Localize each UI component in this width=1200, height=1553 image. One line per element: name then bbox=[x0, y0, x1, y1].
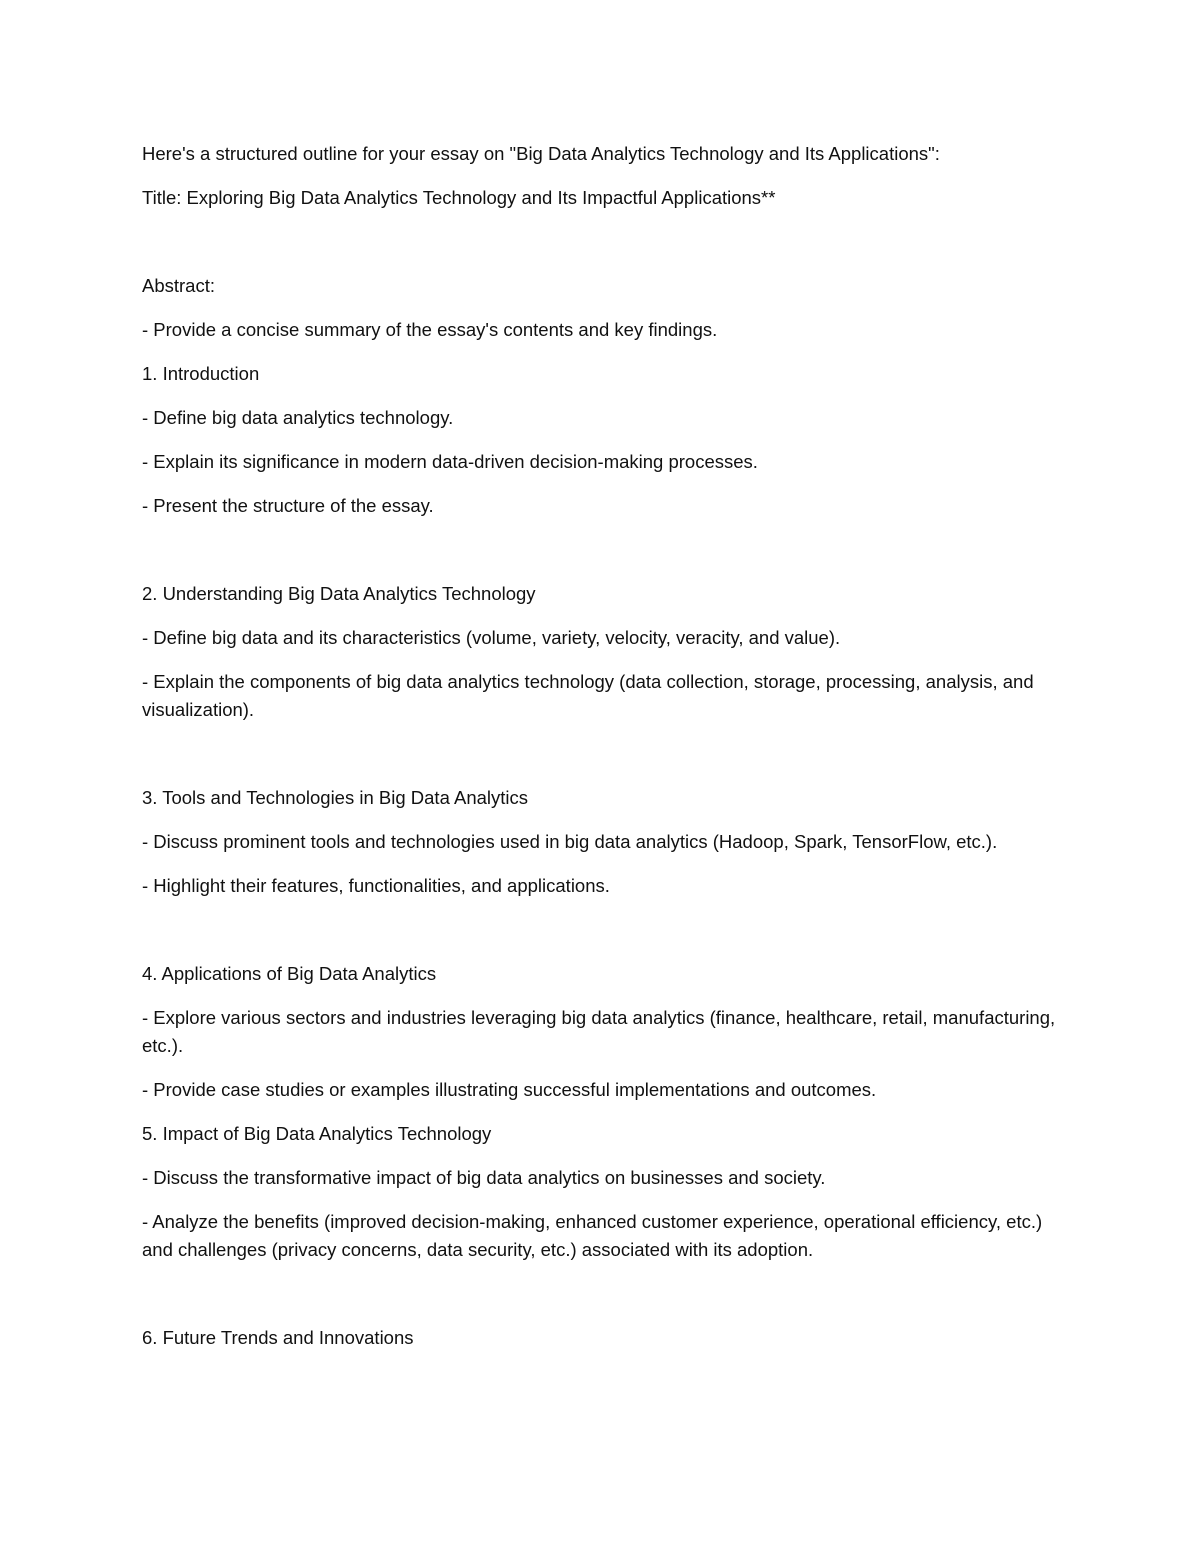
spacer bbox=[142, 1280, 1072, 1324]
section-heading-tools: 3. Tools and Technologies in Big Data Analytics bbox=[142, 787, 529, 808]
section-item: - Explain the components of big data analytics technology (data collection, storage, processing, analysis, and visualization). bbox=[142, 671, 1034, 720]
intro-line: Here's a structured outline for your essay on "Big Data Analytics Technology and Its Applications": bbox=[142, 143, 940, 164]
section-item: - Provide case studies or examples illustrating successful implementations and outcomes. bbox=[142, 1079, 877, 1100]
section-item: - Define big data and its characteristics (volume, variety, velocity, veracity, and value). bbox=[142, 627, 841, 648]
spacer bbox=[142, 916, 1072, 960]
section-heading-applications: 4. Applications of Big Data Analytics bbox=[142, 963, 437, 984]
section-heading-understanding: 2. Understanding Big Data Analytics Technology bbox=[142, 583, 536, 604]
spacer bbox=[142, 536, 1072, 580]
document-body bbox=[142, 140, 1072, 1368]
section-item: - Discuss prominent tools and technologies used in big data analytics (Hadoop, Spark, TensorFlow, etc.). bbox=[142, 831, 998, 852]
section-item: - Discuss the transformative impact of big data analytics on businesses and society. bbox=[142, 1167, 826, 1188]
abstract-heading: Abstract: bbox=[142, 275, 215, 296]
section-heading-future: 6. Future Trends and Innovations bbox=[142, 1327, 414, 1348]
section-heading-introduction: 1. Introduction bbox=[142, 363, 260, 384]
section-item: - Present the structure of the essay. bbox=[142, 495, 434, 516]
section-item: - Highlight their features, functionalities, and applications. bbox=[142, 875, 610, 896]
spacer bbox=[142, 228, 1072, 272]
section-item: - Analyze the benefits (improved decision-making, enhanced customer experience, operational efficiency, etc.) and challenges (privacy concerns, data security, etc.) associated with its adoption. bbox=[142, 1211, 1043, 1260]
abstract-item: - Provide a concise summary of the essay's contents and key findings. bbox=[142, 319, 718, 340]
spacer bbox=[142, 740, 1072, 784]
document-title: Title: Exploring Big Data Analytics Technology and Its Impactful Applications** bbox=[142, 187, 776, 208]
section-item: - Define big data analytics technology. bbox=[142, 407, 454, 428]
section-heading-impact: 5. Impact of Big Data Analytics Technology bbox=[142, 1123, 492, 1144]
section-item: - Explain its significance in modern data-driven decision-making processes. bbox=[142, 451, 758, 472]
section-item: - Explore various sectors and industries leveraging big data analytics (finance, healthcare, retail, manufacturing, etc.). bbox=[142, 1007, 1056, 1056]
